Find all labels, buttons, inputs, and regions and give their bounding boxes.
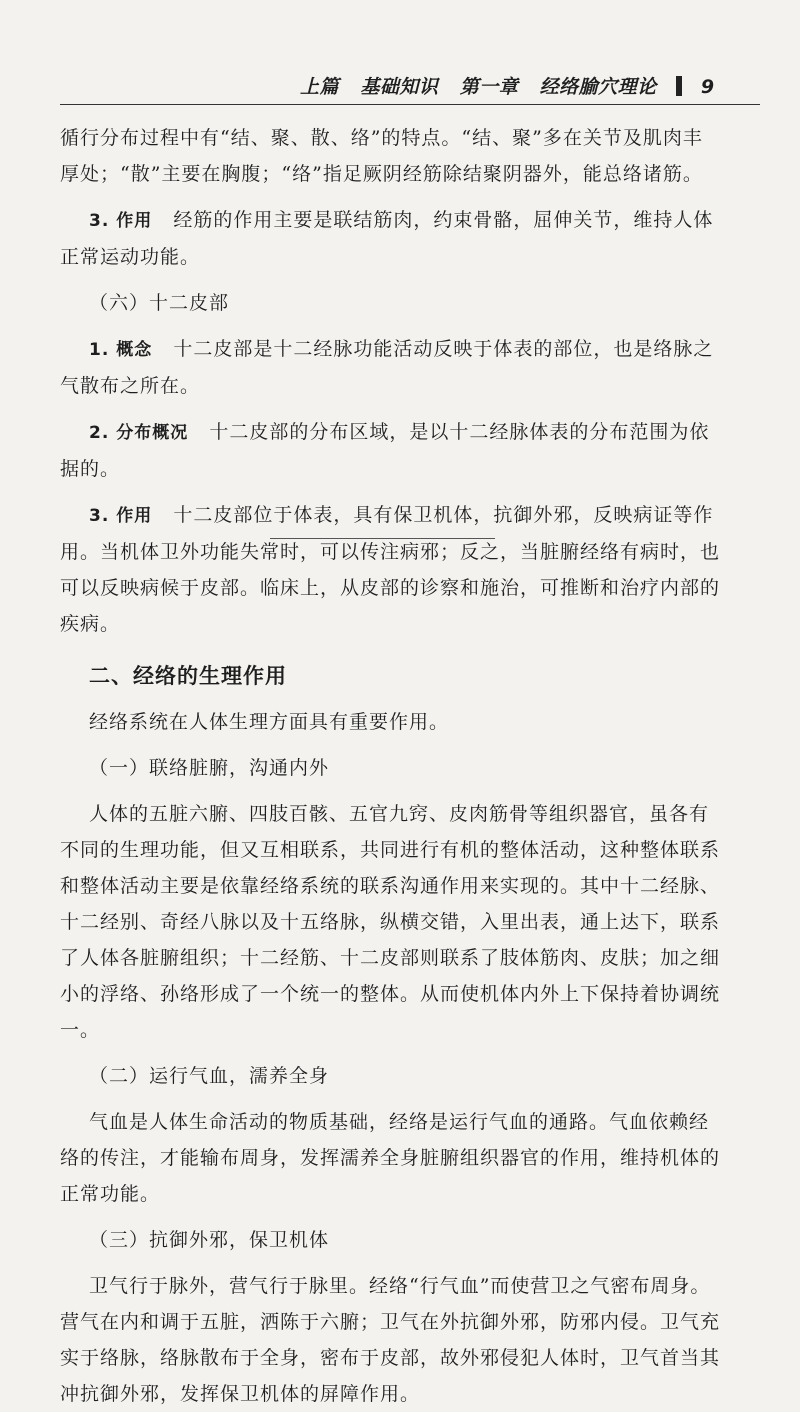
page-number: 9 bbox=[700, 76, 715, 98]
item-text: 十二皮部是十二经脉功能活动反映于体表的部位，也是络脉之气散布之所在。 bbox=[60, 338, 714, 397]
header-chapter-title: 经络腧穴理论 bbox=[539, 76, 657, 98]
paragraph-intro: 经络系统在人体生理方面具有重要作用。 bbox=[89, 711, 450, 733]
subsection-heading: （三）抗御外邪，保卫机体 bbox=[89, 1229, 330, 1251]
item-number: 1. 概念 bbox=[89, 340, 153, 360]
item-text: 经筋的作用主要是联结筋肉，约束骨骼，屈伸关节，维持人体正常运动功能。 bbox=[60, 209, 714, 268]
header-rule bbox=[60, 104, 760, 105]
paragraph: 卫气行于脉外，营气行于脉里。经络“行气血”而使营卫之气密布周身。营气在内和调于五脏，洒陈于六腑；卫气在外抗御外邪，防邪内侵。卫气充实于络脉，络脉散布于全身，密布于皮部，故外邪侵犯人体时，卫气首当其冲抗御外邪，发挥保卫机体的屏障作用。 bbox=[60, 1275, 721, 1405]
running-head bbox=[300, 72, 715, 99]
item-number: 3. 作用 bbox=[89, 506, 153, 526]
paragraph: 人体的五脏六腑、四肢百骸、五官九窍、皮肉筋骨等组织器官，虽各有不同的生理功能，但又互相联系，共同进行有机的整体活动，这种整体联系和整体活动主要是依靠经络系统的联系沟通作用来实现的。其中十二经脉、十二经别、奇经八脉以及十五络脉，纵横交错，入里出表，通上达下，联系了人体各脏腑组织；十二经筋、十二皮部则联系了肢体筋肉、皮肤；加之细小的浮络、孙络形成了一个统一的整体。从而使机体内外上下保持着协调统一。 bbox=[60, 803, 721, 1041]
paragraph-jingjin-function bbox=[60, 202, 720, 275]
header-part: 上篇 bbox=[300, 76, 340, 98]
item-number: 2. 分布概况 bbox=[89, 423, 189, 443]
paragraph: 气血是人体生命活动的物质基础，经络是运行气血的通路。气血依赖经络的传注，才能输布周身，发挥濡养全身脏腑组织器官的作用，维持机体的正常功能。 bbox=[60, 1111, 721, 1205]
header-divider-bar bbox=[676, 76, 682, 96]
paragraph-continued: 循行分布过程中有“结、聚、散、络”的特点。“结、聚”多在关节及肌肉丰厚处；“散”主要在胸腹；“络”指足厥阴经筋除结聚阴器外，能总络诸筋。 bbox=[60, 127, 703, 185]
paragraph-concept bbox=[60, 331, 720, 404]
body-text bbox=[60, 120, 720, 1412]
subsection-heading: （一）联络脏腑，沟通内外 bbox=[89, 757, 330, 779]
item-text: 十二皮部的分布区域，是以十二经脉体表的分布范围为依据的。 bbox=[60, 421, 710, 480]
paragraph-distribution bbox=[60, 414, 720, 487]
header-section: 基础知识 bbox=[360, 76, 439, 98]
subsection-heading: （六）十二皮部 bbox=[89, 292, 230, 314]
item-number: 3. 作用 bbox=[89, 211, 153, 231]
section-underline bbox=[270, 538, 495, 539]
section-heading: 二、经络的生理作用 bbox=[89, 664, 287, 688]
subsection-heading: （二）运行气血，濡养全身 bbox=[89, 1065, 330, 1087]
paragraph-pibu-function bbox=[60, 497, 720, 642]
item-text: 十二皮部位于体表，具有保卫机体，抗御外邪，反映病证等作用。当机体卫外功能失常时，可以传注病邪；反之，当脏腑经络有病时，也可以反映病候于皮部。临床上，从皮部的诊察和施治，可推断和治疗内部的疾病。 bbox=[60, 504, 721, 635]
header-chapter: 第一章 bbox=[459, 76, 519, 98]
